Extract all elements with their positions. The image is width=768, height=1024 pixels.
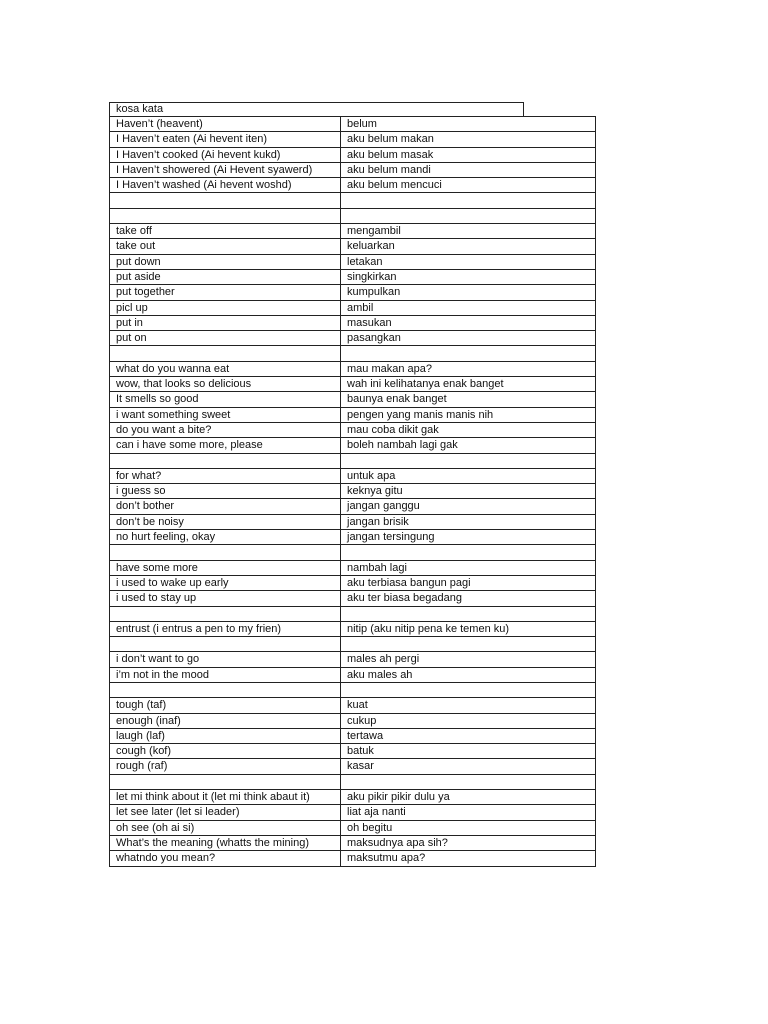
english-phrase-cell: what do you wanna eat <box>110 361 341 376</box>
english-phrase-cell: What’s the meaning (whatts the mining) <box>110 835 341 850</box>
indonesian-translation-cell: aku terbiasa bangun pagi <box>341 575 596 590</box>
table-row <box>110 254 596 269</box>
table-row <box>110 835 596 850</box>
english-phrase-cell <box>110 453 341 468</box>
indonesian-translation-cell: cukup <box>341 713 596 728</box>
indonesian-translation-cell: aku belum mandi <box>341 162 596 177</box>
table-row <box>110 147 596 162</box>
indonesian-translation-cell: singkirkan <box>341 269 596 284</box>
indonesian-translation-cell: kumpulkan <box>341 285 596 300</box>
english-phrase-cell: take off <box>110 224 341 239</box>
english-phrase-cell: I Haven’t cooked (Ai hevent kukd) <box>110 147 341 162</box>
table-row <box>110 331 596 346</box>
english-phrase-cell: tough (taf) <box>110 698 341 713</box>
indonesian-translation-cell: aku belum makan <box>341 132 596 147</box>
indonesian-translation-cell: pengen yang manis manis nih <box>341 407 596 422</box>
table-row <box>110 117 596 132</box>
indonesian-translation-cell: males ah pergi <box>341 652 596 667</box>
table-row <box>110 621 596 636</box>
indonesian-translation-cell: baunya enak banget <box>341 392 596 407</box>
english-phrase-cell: no hurt feeling, okay <box>110 530 341 545</box>
english-phrase-cell <box>110 774 341 789</box>
vocabulary-table-body <box>110 117 596 867</box>
table-row <box>110 759 596 774</box>
table-row <box>110 514 596 529</box>
indonesian-translation-cell: keluarkan <box>341 239 596 254</box>
table-row <box>110 820 596 835</box>
english-phrase-cell: take out <box>110 239 341 254</box>
table-row <box>110 361 596 376</box>
vocabulary-document <box>109 102 569 867</box>
english-phrase-cell: i guess so <box>110 484 341 499</box>
indonesian-translation-cell: masukan <box>341 315 596 330</box>
table-row <box>110 851 596 866</box>
indonesian-translation-cell: boleh nambah lagi gak <box>341 438 596 453</box>
indonesian-translation-cell: aku males ah <box>341 667 596 682</box>
indonesian-translation-cell: nitip (aku nitip pena ke temen ku) <box>341 621 596 636</box>
english-phrase-cell <box>110 606 341 621</box>
table-row <box>110 728 596 743</box>
table-row <box>110 499 596 514</box>
indonesian-translation-cell: belum <box>341 117 596 132</box>
english-phrase-cell: i want something sweet <box>110 407 341 422</box>
indonesian-translation-cell: mengambil <box>341 224 596 239</box>
table-row <box>110 744 596 759</box>
indonesian-translation-cell: kasar <box>341 759 596 774</box>
indonesian-translation-cell: untuk apa <box>341 468 596 483</box>
english-phrase-cell <box>110 193 341 208</box>
english-phrase-cell: I Haven’t washed (Ai hevent woshd) <box>110 178 341 193</box>
table-row <box>110 713 596 728</box>
indonesian-translation-cell <box>341 208 596 223</box>
indonesian-translation-cell <box>341 545 596 560</box>
table-row <box>110 193 596 208</box>
english-phrase-cell: don’t be noisy <box>110 514 341 529</box>
indonesian-translation-cell: aku belum masak <box>341 147 596 162</box>
table-row <box>110 300 596 315</box>
indonesian-translation-cell: kuat <box>341 698 596 713</box>
english-phrase-cell: cough (kof) <box>110 744 341 759</box>
table-row <box>110 285 596 300</box>
table-row <box>110 805 596 820</box>
english-phrase-cell: do you want a bite? <box>110 422 341 437</box>
english-phrase-cell: let mi think about it (let mi think abaut it) <box>110 790 341 805</box>
indonesian-translation-cell: jangan tersingung <box>341 530 596 545</box>
table-row <box>110 575 596 590</box>
english-phrase-cell: for what? <box>110 468 341 483</box>
english-phrase-cell: Haven’t (heavent) <box>110 117 341 132</box>
indonesian-translation-cell: aku ter biasa begadang <box>341 591 596 606</box>
table-row <box>110 468 596 483</box>
english-phrase-cell: let see later (let si leader) <box>110 805 341 820</box>
indonesian-translation-cell <box>341 453 596 468</box>
indonesian-translation-cell: liat aja nanti <box>341 805 596 820</box>
indonesian-translation-cell <box>341 637 596 652</box>
english-phrase-cell: can i have some more, please <box>110 438 341 453</box>
table-row <box>110 422 596 437</box>
indonesian-translation-cell: pasangkan <box>341 331 596 346</box>
english-phrase-cell <box>110 346 341 361</box>
indonesian-translation-cell: letakan <box>341 254 596 269</box>
table-row <box>110 239 596 254</box>
english-phrase-cell: I Haven’t showered (Ai Hevent syawerd) <box>110 162 341 177</box>
english-phrase-cell: i used to stay up <box>110 591 341 606</box>
english-phrase-cell: don’t bother <box>110 499 341 514</box>
english-phrase-cell: i’m not in the mood <box>110 667 341 682</box>
table-row <box>110 453 596 468</box>
indonesian-translation-cell: maksutmu apa? <box>341 851 596 866</box>
indonesian-translation-cell: jangan brisik <box>341 514 596 529</box>
indonesian-translation-cell: aku belum mencuci <box>341 178 596 193</box>
indonesian-translation-cell: nambah lagi <box>341 560 596 575</box>
table-row <box>110 545 596 560</box>
table-row <box>110 560 596 575</box>
table-row <box>110 346 596 361</box>
table-row <box>110 224 596 239</box>
english-phrase-cell: entrust (i entrus a pen to my frien) <box>110 621 341 636</box>
table-row <box>110 530 596 545</box>
indonesian-translation-cell <box>341 193 596 208</box>
english-phrase-cell: wow, that looks so delicious <box>110 377 341 392</box>
indonesian-translation-cell <box>341 346 596 361</box>
english-phrase-cell: put down <box>110 254 341 269</box>
indonesian-translation-cell: wah ini kelihatanya enak banget <box>341 377 596 392</box>
table-row <box>110 606 596 621</box>
english-phrase-cell: put together <box>110 285 341 300</box>
table-row <box>110 667 596 682</box>
table-row <box>110 132 596 147</box>
indonesian-translation-cell: ambil <box>341 300 596 315</box>
english-phrase-cell <box>110 682 341 697</box>
indonesian-translation-cell <box>341 606 596 621</box>
table-row <box>110 269 596 284</box>
table-row <box>110 392 596 407</box>
table-row <box>110 637 596 652</box>
english-phrase-cell: enough (inaf) <box>110 713 341 728</box>
indonesian-translation-cell: oh begitu <box>341 820 596 835</box>
vocabulary-table <box>109 116 596 867</box>
english-phrase-cell: put on <box>110 331 341 346</box>
table-row <box>110 790 596 805</box>
table-row <box>110 774 596 789</box>
english-phrase-cell: oh see (oh ai si) <box>110 820 341 835</box>
english-phrase-cell: put aside <box>110 269 341 284</box>
table-row <box>110 698 596 713</box>
table-row <box>110 377 596 392</box>
table-row <box>110 652 596 667</box>
table-row <box>110 591 596 606</box>
table-row <box>110 407 596 422</box>
english-phrase-cell: laugh (laf) <box>110 728 341 743</box>
english-phrase-cell: I Haven’t eaten (Ai hevent iten) <box>110 132 341 147</box>
english-phrase-cell: have some more <box>110 560 341 575</box>
english-phrase-cell: It smells so good <box>110 392 341 407</box>
english-phrase-cell: i don’t want to go <box>110 652 341 667</box>
table-row <box>110 484 596 499</box>
english-phrase-cell: rough (raf) <box>110 759 341 774</box>
table-row <box>110 162 596 177</box>
english-phrase-cell <box>110 545 341 560</box>
english-phrase-cell: picl up <box>110 300 341 315</box>
indonesian-translation-cell: maksudnya apa sih? <box>341 835 596 850</box>
indonesian-translation-cell: batuk <box>341 744 596 759</box>
indonesian-translation-cell: keknya gitu <box>341 484 596 499</box>
table-row <box>110 315 596 330</box>
english-phrase-cell: i used to wake up early <box>110 575 341 590</box>
indonesian-translation-cell <box>341 774 596 789</box>
indonesian-translation-cell <box>341 682 596 697</box>
table-header: kosa kata <box>109 102 524 116</box>
english-phrase-cell: put in <box>110 315 341 330</box>
table-row <box>110 208 596 223</box>
table-row <box>110 178 596 193</box>
indonesian-translation-cell: aku pikir pikir dulu ya <box>341 790 596 805</box>
table-row <box>110 438 596 453</box>
indonesian-translation-cell: jangan ganggu <box>341 499 596 514</box>
indonesian-translation-cell: tertawa <box>341 728 596 743</box>
indonesian-translation-cell: mau makan apa? <box>341 361 596 376</box>
english-phrase-cell: whatndo you mean? <box>110 851 341 866</box>
table-row <box>110 682 596 697</box>
english-phrase-cell <box>110 208 341 223</box>
indonesian-translation-cell: mau coba dikit gak <box>341 422 596 437</box>
english-phrase-cell <box>110 637 341 652</box>
